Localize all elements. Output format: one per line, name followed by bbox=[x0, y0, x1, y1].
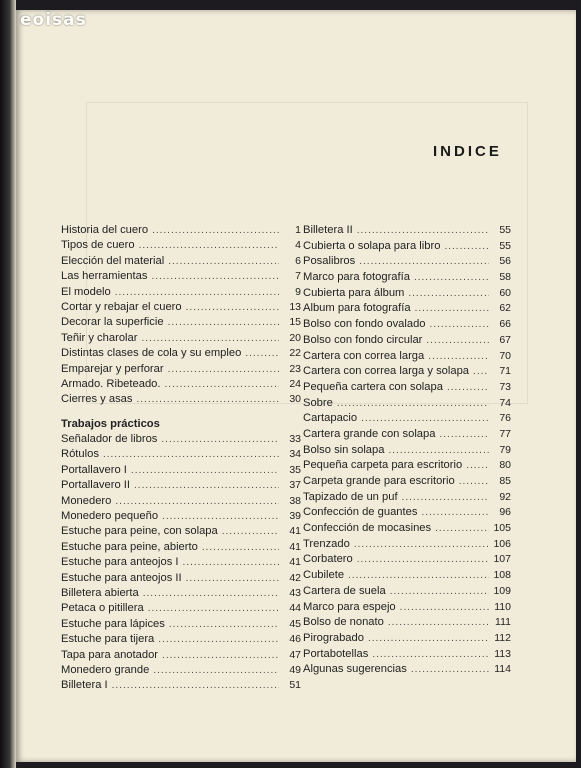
toc-leader-dots bbox=[186, 302, 279, 313]
toc-entry-title: Bolso de nonato bbox=[303, 616, 384, 629]
toc-entry-page-number: 41 bbox=[289, 556, 301, 569]
toc-entry-page-number: 112 bbox=[494, 631, 511, 644]
toc-entry bbox=[303, 475, 511, 491]
toc-group-practical bbox=[61, 433, 301, 695]
toc-entry-page-number: 106 bbox=[493, 537, 511, 550]
toc-leader-dots bbox=[168, 256, 279, 267]
toc-entry-page-number: 47 bbox=[289, 648, 301, 661]
toc-entry bbox=[303, 632, 511, 648]
toc-entry bbox=[303, 601, 511, 617]
toc-entry bbox=[303, 491, 511, 507]
toc-entry-title: El modelo bbox=[61, 285, 111, 298]
toc-entry-title: Cartera con correa larga y solapa bbox=[303, 365, 470, 378]
toc-entry bbox=[303, 569, 511, 585]
toc-entry bbox=[61, 433, 301, 448]
toc-entry-title: Estuche para anteojos I bbox=[61, 556, 179, 569]
toc-entry-page-number: 66 bbox=[499, 318, 511, 331]
toc-entry bbox=[303, 397, 511, 413]
toc-entry bbox=[303, 381, 511, 397]
page-title: INDICE bbox=[433, 143, 502, 160]
toc-entry-title: Marco para fotografía bbox=[303, 271, 410, 284]
toc-entry-title: Señalador de libros bbox=[61, 433, 158, 446]
toc-entry-page-number: 77 bbox=[499, 427, 511, 440]
toc-leader-dots bbox=[388, 617, 489, 628]
toc-entry-title: Confección de guantes bbox=[303, 506, 418, 519]
toc-entry bbox=[61, 572, 301, 587]
toc-leader-dots bbox=[368, 633, 489, 644]
toc-entry-page-number: 22 bbox=[289, 347, 301, 360]
toc-leader-dots bbox=[459, 476, 489, 487]
toc-leader-dots bbox=[357, 225, 489, 236]
toc-leader-dots bbox=[131, 465, 279, 476]
toc-entry bbox=[303, 350, 511, 366]
toc-entry-page-number: 6 bbox=[295, 254, 301, 267]
toc-leader-dots bbox=[354, 539, 489, 550]
toc-leader-dots bbox=[148, 603, 279, 614]
toc-entry-title: Pirograbado bbox=[303, 631, 364, 644]
toc-entry-page-number: 44 bbox=[289, 602, 301, 615]
toc-entry bbox=[303, 428, 511, 444]
toc-leader-dots bbox=[435, 523, 489, 534]
toc-leader-dots bbox=[473, 366, 489, 377]
toc-entry-title: Bolso con fondo circular bbox=[303, 333, 423, 346]
toc-leader-dots bbox=[426, 335, 489, 346]
toc-entry bbox=[303, 616, 511, 632]
toc-entry bbox=[61, 664, 301, 679]
toc-group-general bbox=[61, 224, 301, 409]
toc-entry-title: Elección del material bbox=[61, 254, 165, 267]
toc-leader-dots bbox=[134, 480, 279, 491]
toc-entry-title: Portallavero I bbox=[61, 463, 127, 476]
toc-entry bbox=[303, 334, 511, 350]
toc-entry bbox=[61, 270, 301, 285]
toc-entry-page-number: 4 bbox=[295, 239, 301, 252]
toc-leader-dots bbox=[183, 557, 279, 568]
toc-entry-title: Historia del cuero bbox=[61, 224, 149, 236]
toc-entry bbox=[61, 541, 301, 556]
toc-entry bbox=[61, 378, 301, 393]
toc-entry bbox=[61, 224, 301, 239]
toc-leader-dots bbox=[402, 492, 489, 503]
toc-leader-dots bbox=[151, 271, 279, 282]
toc-entry-page-number: 79 bbox=[499, 443, 511, 456]
toc-entry-title: Confección de mocasines bbox=[303, 522, 432, 535]
toc-entry-title: Billetera abierta bbox=[61, 586, 139, 599]
toc-group-right bbox=[303, 224, 511, 679]
toc-entry-title: Estuche para lápices bbox=[61, 617, 165, 630]
toc-entry bbox=[61, 633, 301, 648]
toc-entry-title: Petaca o pitillera bbox=[61, 602, 144, 615]
toc-leader-dots bbox=[337, 398, 489, 409]
toc-entry-title: Marco para espejo bbox=[303, 600, 396, 613]
toc-entry bbox=[61, 363, 301, 378]
toc-entry bbox=[303, 522, 511, 538]
toc-leader-dots bbox=[400, 602, 489, 613]
toc-entry bbox=[61, 525, 301, 540]
toc-entry-title: Cartera con correa larga bbox=[303, 349, 425, 362]
toc-entry bbox=[61, 510, 301, 525]
toc-entry-page-number: 58 bbox=[499, 271, 511, 284]
toc-leader-dots bbox=[202, 542, 279, 553]
toc-entry bbox=[303, 459, 511, 475]
toc-entry bbox=[303, 538, 511, 554]
toc-entry-page-number: 33 bbox=[289, 433, 301, 446]
toc-leader-dots bbox=[428, 351, 489, 362]
toc-entry-page-number: 74 bbox=[499, 396, 511, 409]
toc-entry bbox=[303, 663, 511, 679]
toc-entry-page-number: 38 bbox=[289, 494, 301, 507]
toc-leader-dots bbox=[439, 429, 489, 440]
toc-leader-dots bbox=[357, 554, 489, 565]
toc-entry-page-number: 55 bbox=[499, 224, 511, 236]
toc-entry-title: Teñir y charolar bbox=[61, 331, 138, 344]
toc-leader-dots bbox=[411, 664, 489, 675]
toc-entry-page-number: 46 bbox=[289, 633, 301, 646]
toc-leader-dots bbox=[158, 634, 279, 645]
toc-leader-dots bbox=[222, 526, 279, 537]
toc-entry-title: Estuche para peine, con solapa bbox=[61, 525, 218, 538]
toc-leader-dots bbox=[115, 496, 279, 507]
toc-entry-page-number: 105 bbox=[493, 522, 511, 535]
toc-leader-dots bbox=[444, 241, 489, 252]
toc-entry-page-number: 56 bbox=[499, 255, 511, 268]
toc-entry bbox=[61, 239, 301, 254]
toc-entry-page-number: 7 bbox=[295, 270, 301, 283]
toc-entry bbox=[61, 332, 301, 347]
toc-entry-title: Armado. Ribeteado. bbox=[61, 377, 161, 390]
toc-entry-title: Emparejar y perforar bbox=[61, 362, 164, 375]
toc-entry bbox=[61, 649, 301, 664]
toc-leader-dots bbox=[169, 619, 279, 630]
toc-entry-page-number: 71 bbox=[499, 365, 511, 378]
toc-entry-page-number: 73 bbox=[499, 380, 511, 393]
toc-leader-dots bbox=[162, 650, 279, 661]
section-heading: Trabajos prácticos bbox=[61, 417, 160, 430]
toc-entry-page-number: 20 bbox=[289, 331, 301, 344]
toc-entry bbox=[61, 556, 301, 571]
toc-entry-title: Posalibros bbox=[303, 255, 356, 268]
toc-entry-title: Portallavero II bbox=[61, 479, 131, 492]
toc-entry bbox=[303, 271, 511, 287]
toc-leader-dots bbox=[466, 460, 489, 471]
toc-entry-page-number: 13 bbox=[289, 300, 301, 313]
toc-leader-dots bbox=[388, 445, 489, 456]
toc-leader-dots bbox=[143, 588, 279, 599]
toc-leader-dots bbox=[415, 303, 489, 314]
toc-entry bbox=[61, 618, 301, 633]
toc-entry-page-number: 108 bbox=[493, 569, 511, 582]
toc-entry-page-number: 76 bbox=[499, 412, 511, 425]
toc-entry-page-number: 23 bbox=[289, 362, 301, 375]
toc-right-column bbox=[303, 224, 511, 679]
toc-entry bbox=[61, 587, 301, 602]
book-binding-edge bbox=[0, 0, 16, 768]
toc-entry bbox=[303, 255, 511, 271]
toc-leader-dots bbox=[152, 225, 279, 236]
toc-leader-dots bbox=[408, 288, 489, 299]
toc-entry bbox=[303, 648, 511, 664]
toc-leader-dots bbox=[115, 287, 279, 298]
toc-entry bbox=[61, 393, 301, 408]
toc-entry-page-number: 41 bbox=[289, 540, 301, 553]
toc-entry bbox=[61, 479, 301, 494]
toc-leader-dots bbox=[153, 665, 279, 676]
toc-entry-page-number: 107 bbox=[493, 553, 511, 566]
toc-entry-title: Corbatero bbox=[303, 553, 353, 566]
toc-leader-dots bbox=[186, 573, 279, 584]
toc-leader-dots bbox=[168, 317, 279, 328]
toc-entry bbox=[303, 318, 511, 334]
toc-leader-dots bbox=[161, 434, 279, 445]
toc-leader-dots bbox=[390, 586, 489, 597]
toc-entry-title: Monedero pequeño bbox=[61, 510, 159, 523]
toc-entry-page-number: 15 bbox=[289, 316, 301, 329]
watermark-logo: eoisas bbox=[20, 10, 87, 30]
toc-entry bbox=[61, 347, 301, 362]
toc-leader-dots bbox=[447, 382, 489, 393]
toc-entry-title: Carpeta grande para escritorio bbox=[303, 475, 455, 487]
toc-leader-dots bbox=[141, 333, 279, 344]
toc-entry-title: Cartera de suela bbox=[303, 584, 386, 597]
section-spacer bbox=[61, 409, 301, 418]
toc-entry-page-number: 30 bbox=[289, 393, 301, 406]
toc-entry bbox=[303, 444, 511, 460]
toc-entry-title: Estuche para tijera bbox=[61, 633, 155, 646]
toc-entry bbox=[61, 602, 301, 617]
toc-leader-dots bbox=[348, 570, 489, 581]
toc-entry-page-number: 55 bbox=[499, 239, 511, 252]
toc-entry-title: Album para fotografía bbox=[303, 302, 411, 315]
toc-leader-dots bbox=[245, 348, 279, 359]
toc-entry-title: Cubierta o solapa para libro bbox=[303, 239, 441, 252]
toc-entry-title: Cierres y asas bbox=[61, 393, 133, 406]
toc-entry-title: Pequeña cartera con solapa bbox=[303, 380, 443, 393]
toc-entry-title: Tapizado de un puf bbox=[303, 490, 398, 503]
toc-entry bbox=[61, 316, 301, 331]
toc-entry-page-number: 51 bbox=[289, 679, 301, 692]
toc-entry-page-number: 96 bbox=[499, 506, 511, 519]
toc-entry-title: Cartera grande con solapa bbox=[303, 427, 436, 440]
toc-entry-title: Cubierta para álbum bbox=[303, 286, 405, 299]
toc-leader-dots bbox=[361, 413, 489, 424]
toc-entry-title: Billetera II bbox=[303, 224, 353, 236]
toc-entry bbox=[61, 301, 301, 316]
toc-entry-title: Estuche para peine, abierto bbox=[61, 540, 198, 553]
toc-leader-dots bbox=[168, 364, 279, 375]
toc-entry-page-number: 92 bbox=[499, 490, 511, 503]
toc-entry-page-number: 34 bbox=[289, 448, 301, 461]
toc-entry-page-number: 85 bbox=[499, 475, 511, 487]
toc-entry-page-number: 110 bbox=[494, 600, 511, 613]
toc-entry-title: Cartapacio bbox=[303, 412, 358, 425]
toc-entry bbox=[303, 412, 511, 428]
toc-entry-page-number: 9 bbox=[295, 285, 301, 298]
toc-entry-title: Bolso sin solapa bbox=[303, 443, 385, 456]
toc-left-column bbox=[61, 224, 301, 695]
toc-entry-title: Tipos de cuero bbox=[61, 239, 135, 252]
toc-entry-title: Pequeña carpeta para escritorio bbox=[303, 459, 463, 472]
toc-entry-page-number: 80 bbox=[499, 459, 511, 472]
toc-leader-dots bbox=[112, 680, 279, 691]
toc-entry-title: Trenzado bbox=[303, 537, 350, 550]
toc-leader-dots bbox=[162, 511, 279, 522]
toc-leader-dots bbox=[421, 507, 489, 518]
toc-entry-page-number: 49 bbox=[289, 663, 301, 676]
toc-entry-page-number: 45 bbox=[289, 617, 301, 630]
toc-entry bbox=[303, 287, 511, 303]
toc-entry-page-number: 109 bbox=[493, 584, 511, 597]
toc-entry-title: Billetera I bbox=[61, 679, 108, 692]
toc-leader-dots bbox=[372, 649, 489, 660]
toc-leader-dots bbox=[414, 272, 489, 283]
toc-entry-page-number: 42 bbox=[289, 571, 301, 584]
toc-entry bbox=[303, 365, 511, 381]
toc-entry-title: Algunas sugerencias bbox=[303, 663, 407, 676]
toc-entry-page-number: 39 bbox=[289, 510, 301, 523]
toc-entry-title: Cubilete bbox=[303, 569, 345, 582]
toc-entry bbox=[303, 240, 511, 256]
toc-entry bbox=[61, 255, 301, 270]
toc-entry bbox=[61, 286, 301, 301]
toc-leader-dots bbox=[165, 379, 279, 390]
toc-entry-page-number: 62 bbox=[499, 302, 511, 315]
toc-entry bbox=[303, 224, 511, 240]
toc-entry-page-number: 43 bbox=[289, 586, 301, 599]
toc-entry bbox=[61, 495, 301, 510]
toc-entry-page-number: 60 bbox=[499, 286, 511, 299]
toc-entry-title: Distintas clases de cola y su empleo bbox=[61, 347, 242, 360]
toc-entry-page-number: 41 bbox=[289, 525, 301, 538]
toc-entry-page-number: 114 bbox=[494, 663, 511, 676]
toc-leader-dots bbox=[430, 319, 489, 330]
toc-leader-dots bbox=[139, 240, 279, 251]
toc-entry-title: Tapa para anotador bbox=[61, 648, 159, 661]
toc-entry bbox=[303, 553, 511, 569]
toc-entry bbox=[61, 679, 301, 694]
toc-entry-page-number: 70 bbox=[499, 349, 511, 362]
toc-entry-page-number: 24 bbox=[289, 377, 301, 390]
toc-entry-title: Portabotellas bbox=[303, 647, 369, 660]
toc-leader-dots bbox=[137, 394, 280, 405]
toc-entry-page-number: 35 bbox=[289, 463, 301, 476]
toc-entry-page-number: 37 bbox=[289, 479, 301, 492]
toc-entry bbox=[303, 585, 511, 601]
toc-entry-title: Las herramientas bbox=[61, 270, 148, 283]
toc-entry bbox=[303, 506, 511, 522]
toc-entry-title: Monedero bbox=[61, 494, 112, 507]
toc-entry-page-number: 113 bbox=[494, 647, 511, 660]
toc-entry-title: Monedero grande bbox=[61, 663, 150, 676]
toc-entry bbox=[61, 464, 301, 479]
toc-entry-title: Bolso con fondo ovalado bbox=[303, 318, 426, 331]
toc-entry-title: Rótulos bbox=[61, 448, 99, 461]
toc-entry bbox=[303, 302, 511, 318]
toc-entry-title: Decorar la superficie bbox=[61, 316, 164, 329]
toc-entry-title: Cortar y rebajar el cuero bbox=[61, 300, 182, 313]
toc-entry-page-number: 67 bbox=[499, 333, 511, 346]
toc-entry-title: Sobre bbox=[303, 396, 333, 409]
toc-entry-page-number: 111 bbox=[495, 616, 511, 629]
toc-entry bbox=[61, 448, 301, 463]
toc-leader-dots bbox=[359, 256, 489, 267]
toc-leader-dots bbox=[103, 449, 279, 460]
toc-entry-title: Estuche para anteojos II bbox=[61, 571, 182, 584]
toc-entry-page-number: 1 bbox=[295, 224, 301, 236]
